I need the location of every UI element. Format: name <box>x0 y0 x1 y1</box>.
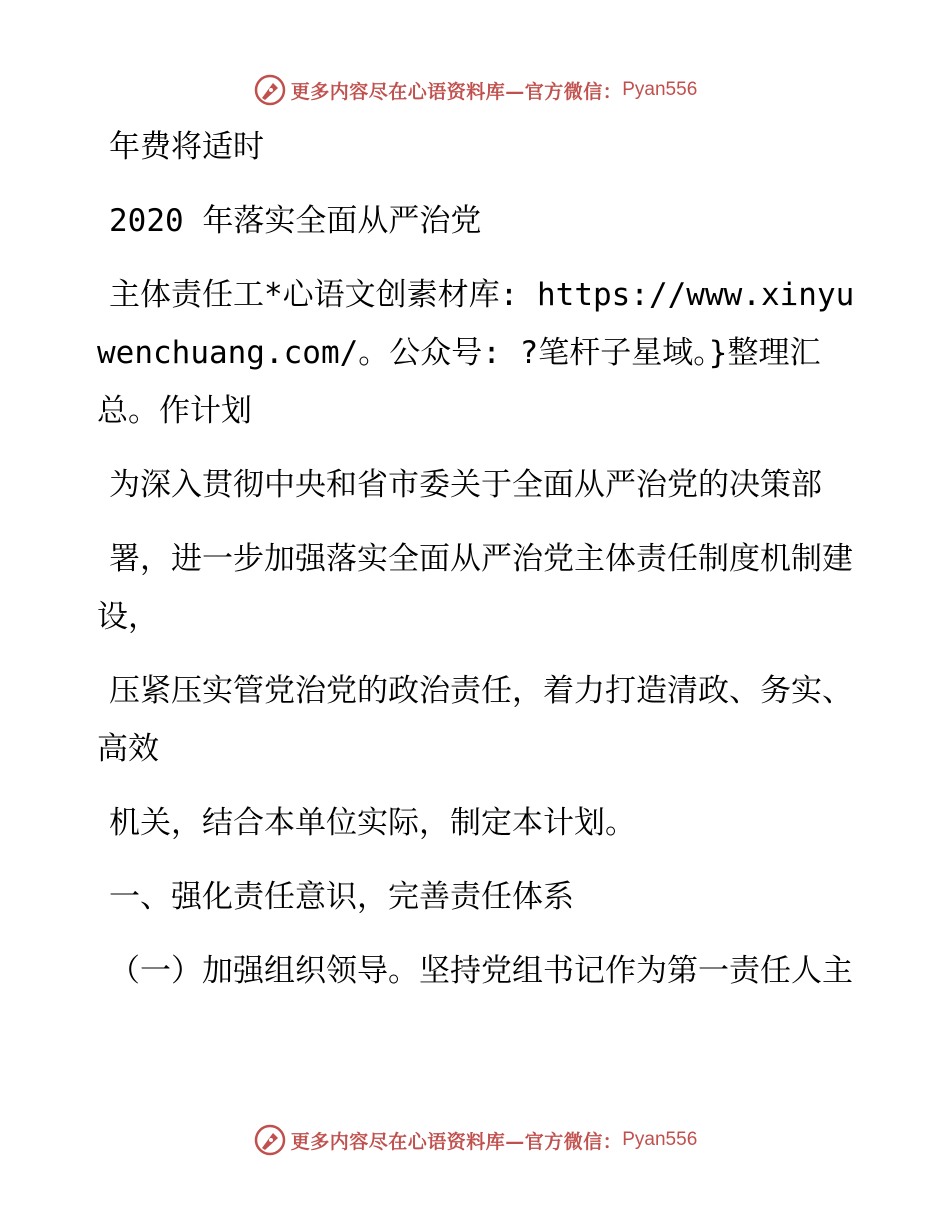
paragraph: 2020 年落实全面从严治党 <box>109 203 482 239</box>
banner-wechat-id: Pyan556 <box>622 1129 698 1150</box>
document-body <box>97 118 857 1016</box>
paragraph: 机关，结合本单位实际，制定本计划。 <box>109 805 636 841</box>
pen-nib-icon <box>253 1123 287 1157</box>
footer-banner <box>0 1120 950 1160</box>
paragraph: 年费将适时 <box>109 129 264 165</box>
banner-text: 更多内容尽在心语资料库—官方微信： <box>290 1130 623 1153</box>
section-heading: 一、强化责任意识，完善责任体系 <box>109 879 574 915</box>
pen-nib-icon <box>253 73 287 107</box>
paragraph: 署，进一步加强落实全面从严治党主体责任制度机制建设， <box>97 541 853 635</box>
paragraph: 主体责任工*心语文创素材库: https://www.xinyuwenchuang.com/。公众号: ?笔杆子星域。}整理汇总。作计划 <box>97 277 855 429</box>
paragraph: （一）加强组织领导。坚持党组书记作为第一责任人主 <box>109 953 853 989</box>
paragraph: 为深入贯彻中央和省市委关于全面从严治党的决策部 <box>109 467 822 503</box>
banner-text: 更多内容尽在心语资料库—官方微信： <box>290 80 623 103</box>
banner-wechat-id: Pyan556 <box>622 79 698 100</box>
paragraph: 压紧压实管党治党的政治责任，着力打造清政、务实、高效 <box>97 673 853 767</box>
header-banner <box>0 70 950 110</box>
